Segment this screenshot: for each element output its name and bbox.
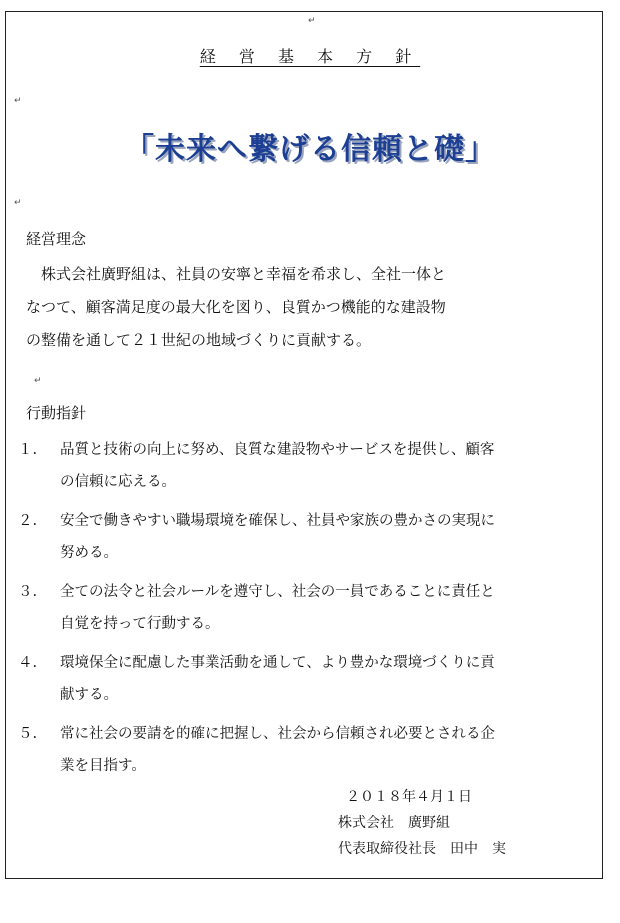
guideline-line: 業を目指す。	[60, 758, 146, 774]
philosophy-line: の整備を通して２１世紀の地域づくりに貢献する。	[26, 331, 372, 349]
paragraph-mark: ↵	[14, 96, 22, 106]
guideline-number: ３.	[18, 584, 38, 600]
signature-representative: 代表取締役社長 田中 実	[338, 841, 506, 857]
guideline-line: の信頼に応える。	[60, 474, 176, 490]
guideline-line: 自覚を持って行動する。	[60, 616, 220, 632]
guideline-line: 品質と技術の向上に努め、良質な建設物やサービスを提供し、顧客	[60, 442, 495, 458]
philosophy-text	[26, 258, 586, 357]
philosophy-line: なつて、顧客満足度の最大化を図り、良質かつ機能的な建設物	[26, 298, 446, 316]
heading-text: 経 営 基 本 方 針	[199, 47, 421, 66]
guideline-number: ５.	[18, 726, 38, 742]
document-heading	[0, 44, 620, 67]
paragraph-mark: ↵	[14, 198, 22, 208]
philosophy-line: 株式会社廣野組は、社員の安寧と幸福を希求し、全社一体と	[26, 265, 447, 283]
guideline-line: 常に社会の要請を的確に把握し、社会から信頼され必要とされる企	[60, 726, 495, 742]
guideline-line: 全ての法令と社会ルールを遵守し、社会の一員であることに責任と	[60, 584, 495, 600]
guideline-line: 環境保全に配慮した事業活動を通して、より豊かな環境づくりに貢	[60, 655, 495, 671]
guideline-line: 献する。	[60, 687, 118, 703]
guideline-number: １.	[18, 442, 38, 458]
guideline-line: 安全で働きやすい職場環境を確保し、社員や家族の豊かさの実現に	[60, 513, 495, 529]
slogan: 「未来へ繋げる信頼と礎」	[124, 132, 496, 167]
paragraph-mark: ↵	[308, 16, 316, 26]
guideline-number: ２.	[18, 513, 38, 529]
guidelines-title: 行動指針	[26, 404, 87, 422]
guideline-line: 努める。	[60, 545, 118, 561]
paragraph-mark: ↵	[34, 376, 42, 386]
signature-company: 株式会社 廣野組	[338, 815, 450, 831]
philosophy-title: 経営理念	[26, 230, 87, 248]
signature-date: ２０１８年４月１日	[346, 789, 472, 805]
guideline-number: ４.	[18, 655, 38, 671]
